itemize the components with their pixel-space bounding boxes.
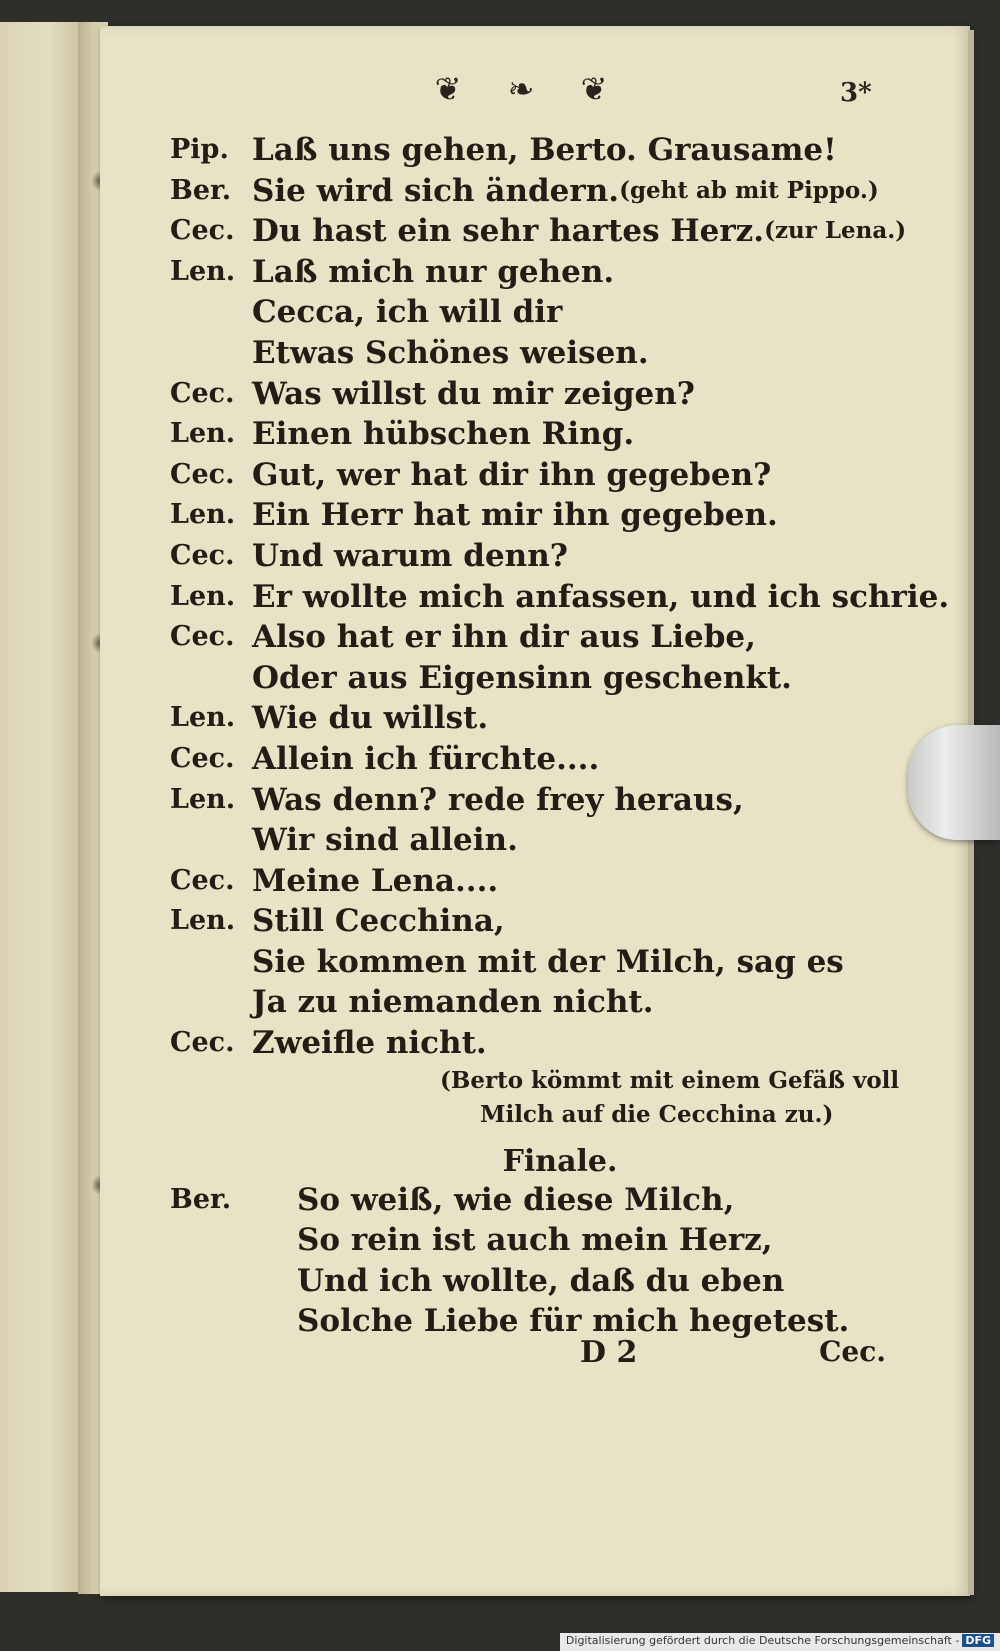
- verse-line: Und ich wollte, daß du eben: [297, 1262, 785, 1299]
- dialogue-line: Zweifle nicht.: [252, 1025, 487, 1062]
- dialogue-line: Allein ich fürchte....: [252, 740, 600, 777]
- dialogue-row: [170, 698, 910, 739]
- speaker-label: Len.: [170, 580, 236, 612]
- page-number: 3*: [840, 78, 872, 108]
- speaker-label: Ber.: [170, 1183, 232, 1215]
- dialogue-lines: [170, 130, 950, 1064]
- speaker-label: Cec.: [170, 539, 235, 571]
- dialogue-line: Sie wird sich ändern.: [252, 172, 620, 209]
- dialogue-line: Und warum denn?: [252, 537, 568, 574]
- dialogue-line: Wir sind allein.: [252, 822, 518, 859]
- speaker-label: Len.: [170, 418, 236, 450]
- dialogue-row: [170, 495, 910, 536]
- credit-text: Digitalisierung gefördert durch die Deutsche Forschungsgemeinschaft -: [565, 1634, 960, 1647]
- facing-page-edge: [0, 22, 80, 1592]
- dialogue-row: [170, 171, 910, 212]
- dialogue-row: [170, 292, 910, 333]
- dialogue-line: Laß mich nur gehen.: [252, 253, 615, 290]
- dialogue-row: [170, 901, 910, 942]
- page-clip: [908, 725, 1000, 840]
- dialogue-row: [170, 130, 910, 171]
- stage-direction: (zur Lena.): [764, 217, 907, 245]
- speaker-label: Cec.: [170, 458, 235, 490]
- dialogue-line: Cecca, ich will dir: [252, 294, 563, 331]
- finale-verses: [170, 1180, 910, 1342]
- dialogue-line: Was denn? rede frey heraus,: [252, 781, 744, 818]
- dialogue-line: Einen hübschen Ring.: [252, 416, 635, 453]
- stage-direction: (geht ab mit Pippo.): [619, 176, 879, 204]
- dialogue-line: Also hat er ihn dir aus Liebe,: [252, 619, 756, 656]
- dialogue-line: Wie du willst.: [252, 700, 489, 737]
- dialogue-row: [170, 333, 910, 374]
- speaker-label: Cec.: [170, 215, 235, 247]
- dialogue-line: Er wollte mich anfassen, und ich schrie.: [252, 578, 950, 615]
- verse-line: So weiß, wie diese Milch,: [297, 1181, 735, 1218]
- speaker-label: [170, 1261, 252, 1302]
- dialogue-row: [170, 780, 910, 821]
- speaker-label: [170, 292, 252, 333]
- speaker-label: Cec.: [170, 1027, 235, 1059]
- dialogue-line: Gut, wer hat dir ihn gegeben?: [252, 456, 772, 493]
- dialogue-row: [170, 739, 910, 780]
- dfg-logo: DFG: [962, 1634, 994, 1647]
- dialogue-row: [170, 374, 910, 415]
- dialogue-row: [170, 658, 910, 699]
- speaker-label: [170, 1220, 252, 1261]
- speaker-label: Len.: [170, 783, 236, 815]
- dialogue-line: Still Cecchina,: [252, 903, 505, 940]
- dialogue-line: Oder aus Eigensinn geschenkt.: [252, 659, 792, 696]
- dialogue-line: Laß uns gehen, Berto. Grausame!: [252, 132, 837, 168]
- dialogue-line: Du hast ein sehr hartes Herz.: [252, 213, 765, 250]
- catchword: Cec.: [819, 1335, 886, 1368]
- dialogue-text: [170, 130, 950, 1342]
- dialogue-row: [170, 617, 910, 658]
- dialogue-row: [170, 414, 910, 455]
- speaker-label: [170, 658, 252, 699]
- dialogue-row: [170, 820, 910, 861]
- stage-direction-line: (Berto kömmt mit einem Gefäß voll: [440, 1066, 900, 1094]
- dialogue-row: [170, 211, 910, 252]
- speaker-label: [170, 982, 252, 1023]
- speaker-label: [170, 820, 252, 861]
- speaker-label: Len.: [170, 499, 236, 531]
- speaker-label: Pip.: [170, 134, 229, 165]
- dialogue-line: Ja zu niemanden nicht.: [252, 984, 654, 1021]
- speaker-label: [170, 942, 252, 983]
- dialogue-row: [170, 577, 950, 618]
- dialogue-line: Was willst du mir zeigen?: [252, 375, 695, 412]
- dialogue-line: Sie kommen mit der Milch, sag es: [252, 943, 844, 980]
- dialogue-row: [170, 1023, 910, 1064]
- verse-line: So rein ist auch mein Herz,: [297, 1222, 773, 1259]
- speaker-label: Len.: [170, 255, 236, 287]
- dialogue-row: [170, 252, 910, 293]
- speaker-label: Ber.: [170, 174, 232, 206]
- speaker-label: Cec.: [170, 864, 235, 896]
- dialogue-line: Meine Lena....: [252, 862, 499, 899]
- speaker-label: Cec.: [170, 377, 235, 409]
- finale-heading: Finale.: [502, 1143, 618, 1179]
- speaker-label: Cec.: [170, 742, 235, 774]
- page-footer: [170, 1335, 910, 1375]
- dialogue-row: [170, 942, 910, 983]
- dialogue-row: [170, 982, 910, 1023]
- speaker-label: [170, 333, 252, 374]
- header-ornament: ❦ ❧ ❦: [434, 70, 626, 108]
- dialogue-line: Ein Herr hat mir ihn gegeben.: [252, 497, 778, 534]
- speaker-label: Len.: [170, 905, 236, 937]
- dialogue-row: [170, 861, 910, 902]
- verse-line: Solche Liebe für mich hegetest.: [297, 1303, 850, 1340]
- dialogue-row: [170, 455, 910, 496]
- signature-mark: D 2: [580, 1335, 638, 1370]
- speaker-label: Len.: [170, 702, 236, 734]
- stage-direction-line: Milch auf die Cecchina zu.): [480, 1100, 834, 1128]
- dialogue-row: [170, 536, 910, 577]
- speaker-label: Cec.: [170, 621, 235, 653]
- digitization-credit: [560, 1633, 1000, 1651]
- dialogue-line: Etwas Schönes weisen.: [252, 334, 649, 371]
